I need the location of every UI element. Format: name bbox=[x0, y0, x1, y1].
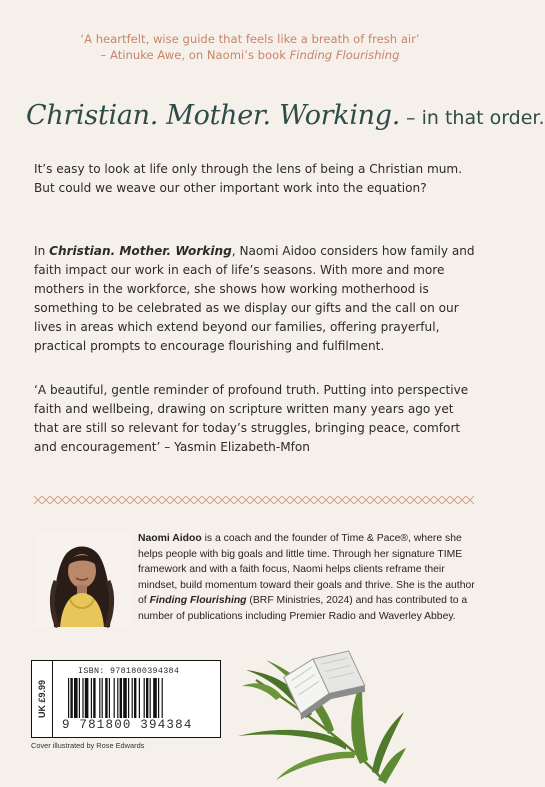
barcode-bar bbox=[82, 678, 83, 718]
endorsement-quote bbox=[0, 31, 500, 63]
palm-and-book-illustration bbox=[236, 640, 406, 787]
barcode-bar bbox=[91, 678, 92, 718]
barcode-bar bbox=[114, 678, 115, 718]
barcode-bar bbox=[120, 678, 122, 718]
barcode-bar bbox=[105, 678, 107, 718]
blurb-paragraph-2-prefix: In bbox=[34, 244, 50, 258]
barcode-bar bbox=[132, 678, 133, 718]
barcode-bar bbox=[93, 678, 95, 718]
endorsement-attribution: – Atinuke Awe, on Naomi’s book bbox=[100, 48, 290, 62]
author-bio-part2: (BRF Ministries, 2024) and has contributed to a number of publications including Premier Radio and Waverley Abbey. bbox=[138, 595, 468, 622]
author-book-title: Finding Flourishing bbox=[149, 595, 247, 606]
headline-tail: – in that order. bbox=[406, 107, 545, 129]
barcode-box bbox=[31, 660, 221, 738]
barcode-bar bbox=[74, 678, 78, 718]
author-bio-part1: is a coach and the founder of Time & Pace®, where she helps people with big goals and little time. Through her signature TIME framework and with a faith focus, Naomi helps clients reframe their mindset, build momentum toward their goals and thrive. She is the author of bbox=[138, 533, 475, 606]
price-text: UK £9.99 bbox=[37, 679, 47, 719]
barcode-bar bbox=[102, 678, 103, 718]
author-photo bbox=[34, 531, 130, 627]
barcode-bar bbox=[144, 678, 145, 718]
endorsement-line2 bbox=[0, 47, 500, 63]
barcode-bar bbox=[117, 678, 118, 718]
blurb-paragraph-1: It’s easy to look at life only through the lens of being a Christian mum. But could we weave our other important work into the equation? bbox=[34, 162, 463, 195]
barcode-bar bbox=[162, 678, 163, 718]
blurb-paragraph-2-rest: , Naomi Aidoo considers how family and faith impact our work in each of life’s seasons. With more and more mothers in the workforce, she shows how working motherhood is something to be celebrated as we display our gifts and the call on our lives in areas which extend beyond our families, offering prayerful, practical prompts to encourage flourishing and fulfilment. bbox=[34, 244, 475, 353]
author-name: Naomi Aidoo bbox=[138, 533, 202, 544]
testimonial-quote: ‘A beautiful, gentle reminder of profound truth. Putting into perspective faith and wellbeing, drawing on scripture written many years ago yet that are still so relevant for today’s struggles, bringing peace, comfort and encouragement’ – Yasmin Elizabeth-Mfon bbox=[34, 383, 469, 454]
blurb-paragraph-2 bbox=[34, 242, 478, 356]
barcode-bar bbox=[99, 678, 100, 718]
price-separator bbox=[52, 661, 53, 737]
barcode-bar bbox=[123, 678, 127, 718]
price-label bbox=[35, 671, 49, 727]
barcode-bar bbox=[134, 678, 136, 718]
endorsement-line1: ‘A heartfelt, wise guide that feels like a breath of fresh air’ bbox=[80, 32, 420, 46]
author-bio bbox=[138, 531, 483, 624]
barcode-bar bbox=[146, 678, 148, 718]
headline bbox=[26, 100, 545, 131]
barcode-bar bbox=[139, 678, 140, 718]
barcode-bar bbox=[109, 678, 110, 718]
blurb-book-title: Christian. Mother. Working bbox=[49, 244, 232, 258]
barcode-bars bbox=[68, 678, 214, 718]
cover-credit: Cover illustrated by Rose Edwards bbox=[31, 741, 145, 750]
barcode-bar bbox=[153, 678, 157, 718]
barcode-bar bbox=[158, 678, 159, 718]
barcode-bar bbox=[150, 678, 151, 718]
barcode-digits: 9 781800 394384 bbox=[62, 718, 193, 732]
barcode-bar bbox=[85, 678, 89, 718]
endorsement-book-title: Finding Flourishing bbox=[289, 48, 400, 62]
barcode-bar bbox=[79, 678, 80, 718]
barcode-bar bbox=[70, 678, 72, 718]
barcode-bar bbox=[128, 678, 129, 718]
decorative-divider bbox=[34, 496, 474, 504]
barcode-bar bbox=[68, 678, 69, 718]
isbn-label: ISBN: 9781800394384 bbox=[78, 666, 180, 676]
headline-script: Christian. Mother. Working. bbox=[26, 100, 401, 131]
